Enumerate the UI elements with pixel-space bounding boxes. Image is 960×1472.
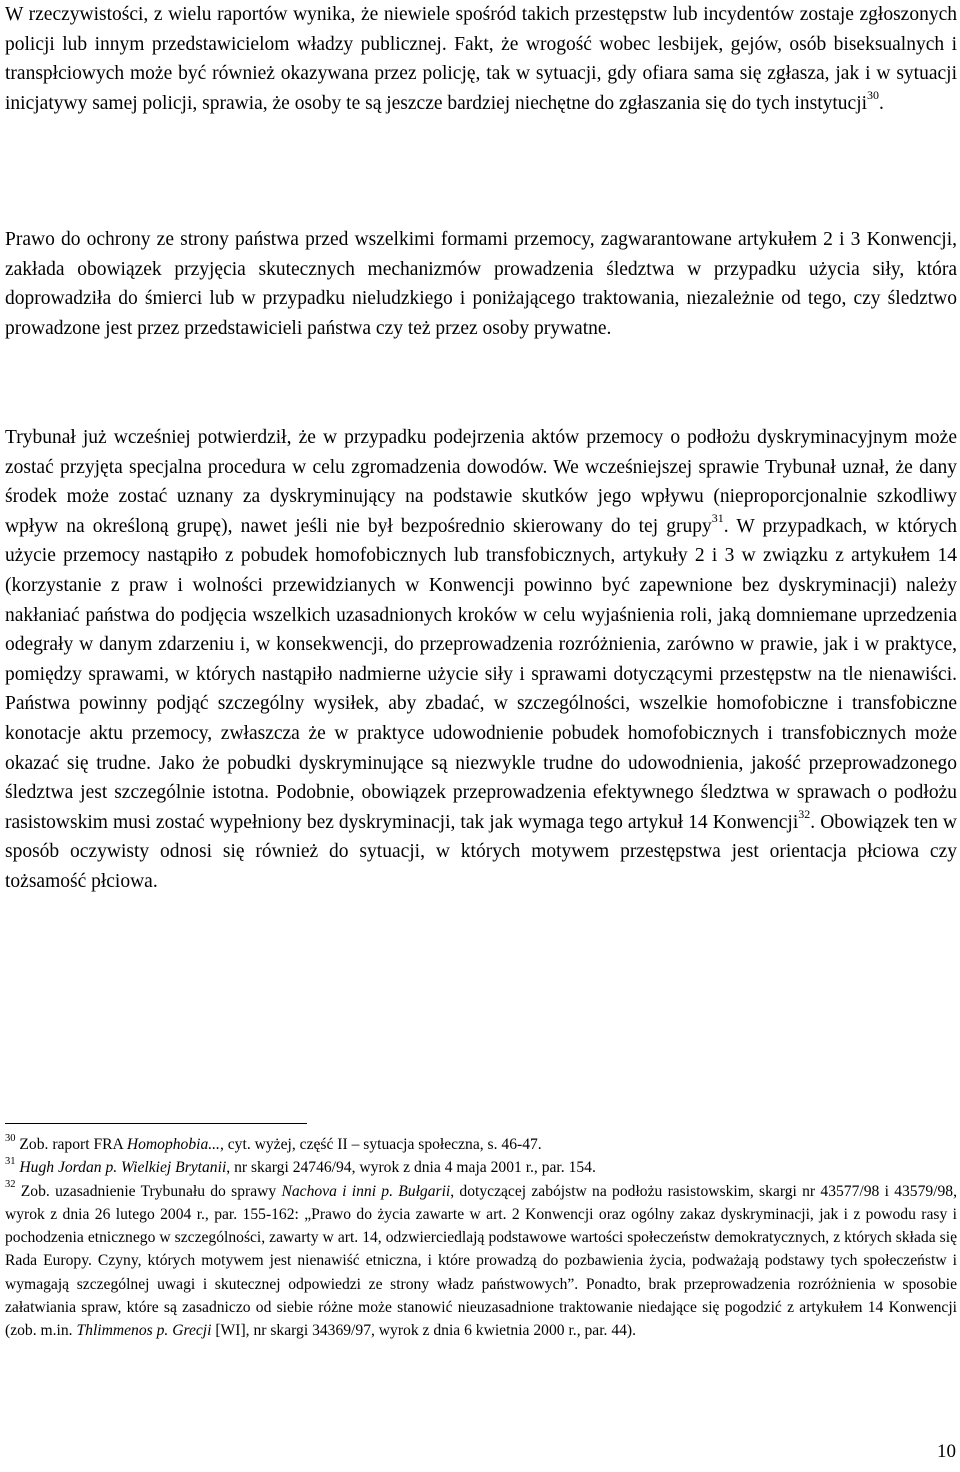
footnote-citation: Homophobia...: [126, 1136, 220, 1153]
footnote-text: , dotyczącej zabójstw na podłożu rasistowskim, skargi nr 43577/98 i 43579/98, wyrok z dnia 26 lutego 2004 r., par. 155-162: „Prawo do życia zawarte w art. 2 Konwencji oraz ogólny zakaz dyskryminacji, jak i z powodu rasy i pochodzenia etnicznego w szczególności, zawarty w art. 14, odzwierciedlają podstawowe wartości społeczeństw demokratycznych, z których składa się Rada Europy. Czyny, których motywem jest nienawiść etniczna, i które prowadzą do pozbawienia życia, podważają podstawy tych społeczeństw i wymagają szczególnej uwagi i skutecznej odpowiedzi ze strony władz państwowych”. Ponadto, brak przeprowadzenia rozróżnienia w sposobie załatwiania spraw, które są zasadniczo od siebie różne może stanowić nieuzasadnione traktowanie niedające się pogodzić z artykułem 14 Konwencji (zob. m.in.: [5, 1182, 957, 1340]
footnote-ref-32[interactable]: 32: [798, 807, 811, 822]
footnote-citation: Hugh Jordan p. Wielkiej Brytanii: [19, 1159, 227, 1177]
footnote-32: [5, 1180, 957, 1343]
page-number: 10: [937, 1441, 956, 1462]
footnote-citation: Thlimmenos p. Grecji: [76, 1322, 212, 1340]
footnote-ref-31[interactable]: 31: [711, 511, 724, 526]
paragraph-court-procedure: [5, 423, 957, 897]
paragraph-text: W rzeczywistości, z wielu raportów wynika, że niewiele spośród takich przestępstw lub incydentów zostaje zgłoszonych policji lub innym przedstawicielom władzy publicznej. Fakt, że wrogość wobec lesbijek, gejów, osób biseksualnych i transpłciowych może być również okazywana przez policję, tak w sytuacji, gdy ofiara sama się zgłasza, jak i w sytuacji inicjatywy samej policji, sprawia, że osoby te są jeszcze bardziej niechętne do zgłaszania się do tych instytucji: [5, 4, 957, 114]
footnote-separator: [5, 1123, 307, 1124]
footnote-text: Zob. uzasadnienie Trybunału do sprawy: [15, 1182, 282, 1200]
paragraph-right-to-protection: [5, 225, 957, 343]
footnote-ref-30[interactable]: 30: [867, 88, 880, 103]
footnote-text: Zob. raport FRA: [15, 1136, 127, 1153]
footnote-31: [5, 1156, 957, 1179]
footnote-text: , cyt. wyżej, część II – sytuacja społeczna, s. 46-47.: [219, 1136, 542, 1153]
footnote-number: 32: [5, 1179, 16, 1191]
footnote-number: 30: [5, 1132, 16, 1144]
footnote-number: 31: [5, 1156, 16, 1168]
paragraph-end: .: [879, 92, 884, 114]
footnote-30: [5, 1133, 957, 1156]
footnotes: [5, 1133, 957, 1343]
footnote-text: [WI], nr skargi 34369/97, wyrok z dnia 6 kwietnia 2000 r., par. 44).: [211, 1322, 637, 1340]
paragraph-text: Prawo do ochrony ze strony państwa przed wszelkimi formami przemocy, zagwarantowane artykułem 2 i 3 Konwencji, zakłada obowiązek przyjęcia skutecznych mechanizmów prowadzenia śledztwa w przypadku użycia siły, która doprowadziła do śmierci lub w przypadku nieludzkiego i poniżającego traktowania, niezależnie od tego, czy śledztwo prowadzone jest przez przedstawicieli państwa czy też przez osoby prywatne.: [5, 229, 957, 339]
paragraph-text: Trybunał już wcześniej potwierdził, że w przypadku podejrzenia aktów przemocy o podłożu dyskryminacyjnym może zostać przyjęta specjalna procedura w celu zgromadzenia dowodów. We wcześniejszej sprawie Trybunał uznał, że dany środek może zostać uznany za dyskryminujący na podstawie skutków jego wpływu (nieproporcjonalnie szkodliwy wpływ na określoną grupę), nawet jeśli nie był bezpośrednio skierowany do tej grupy: [5, 427, 957, 537]
paragraph-text: . W przypadkach, w których użycie przemocy nastąpiło z pobudek homofobicznych lub transfobicznych, artykuły 2 i 3 w związku z artykułem 14 (korzystanie z praw i wolności przewidzianych w Konwencji powinno być zapewnione bez dyskryminacji) należy nakłaniać państwa do podjęcia wszelkich uzasadnionych kroków w celu wyjaśnienia roli, jaką domniemane uprzedzenia odegrały w danym zdarzeniu i, w konsekwencji, do przeprowadzenia rozróżnienia, zarówno w prawie, jak i w praktyce, pomiędzy sprawami, w których nastąpiło nadmierne użycie siły i sprawami dotyczącymi przestępstw na tle nienawiści. Państwa powinny podjąć szczególny wysiłek, aby zbadać, w szczególności, wszelkie homofobiczne i transfobiczne konotacje aktu przemocy, zwłaszcza że w praktyce udowodnienie pobudek homofobicznych i transfobicznych może okazać się trudne. Jako że pobudki dyskryminujące są niezwykle trudne do udowodnienia, jakość przeprowadzonego śledztwa jest szczególnie istotna. Podobnie, obowiązek przeprowadzenia efektywnego śledztwa w sprawach o podłożu rasistowskim musi zostać wypełniony bez dyskryminacji, tak jak wymaga tego artykuł 14 Konwencji: [5, 515, 957, 833]
footnote-citation: Nachova i inni p. Bułgarii: [281, 1182, 451, 1200]
paragraph-reporting-rates: [5, 0, 957, 118]
paragraph-text: . Obowiązek ten w sposób oczywisty odnosi się również do sytuacji, w których motywem przestępstwa jest orientacja płciowa czy tożsamość płciowa.: [5, 811, 957, 892]
footnote-text: , nr skargi 24746/94, wyrok z dnia 4 maja 2001 r., par. 154.: [226, 1159, 596, 1177]
